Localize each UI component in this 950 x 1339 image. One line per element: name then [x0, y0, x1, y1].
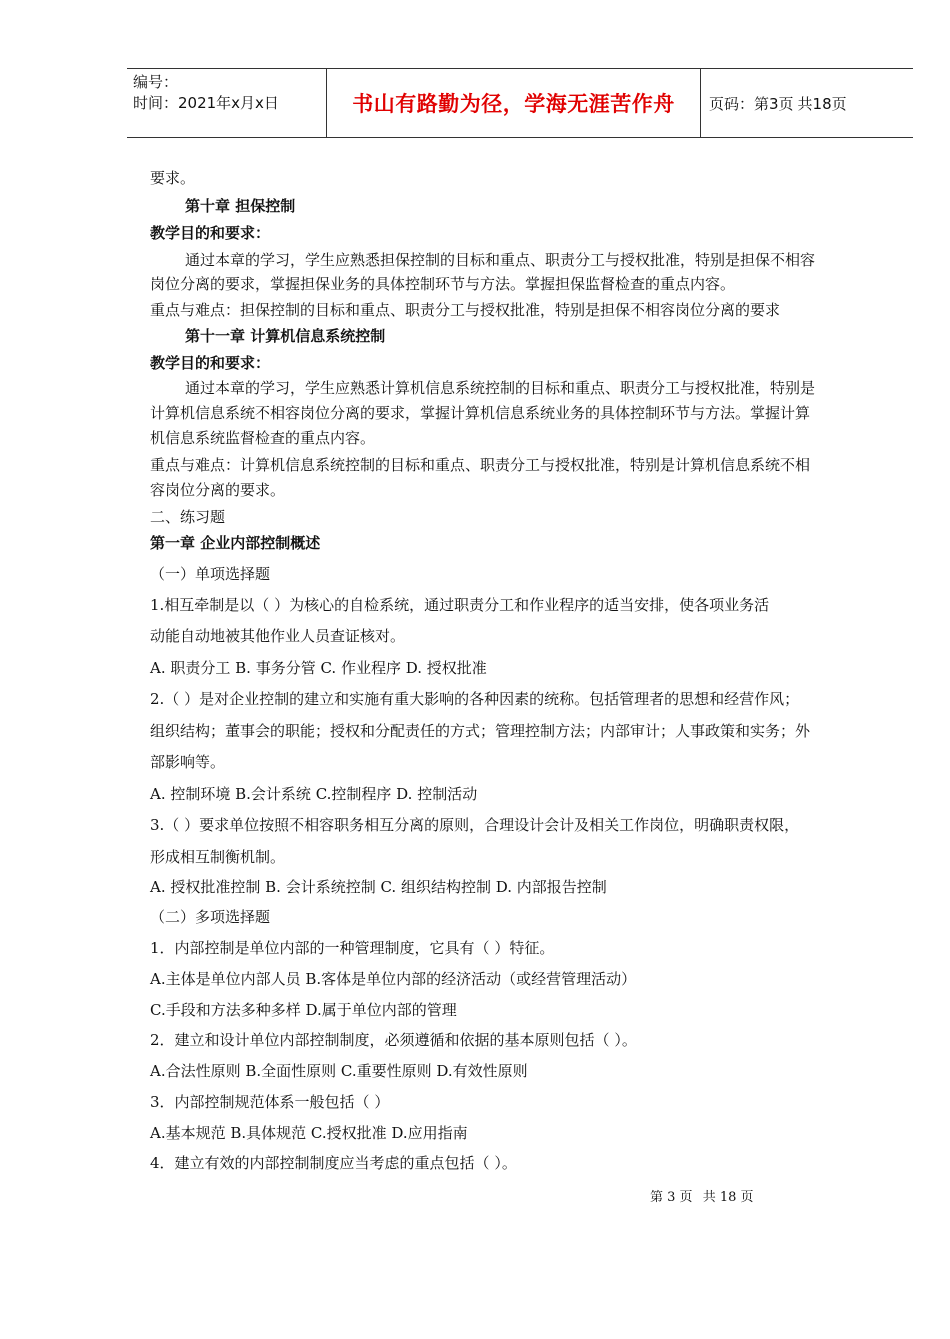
question-options: A.基本规范 B.具体规范 C.授权批准 D.应用指南 — [150, 1124, 468, 1142]
text-line: 计算机信息系统不相容岗位分离的要求，掌握计算机信息系统业务的具体控制环节与方法。掌握计算 — [150, 404, 811, 422]
footer-page: 第 3 页 — [650, 1190, 693, 1205]
header-motto: 书山有路勤为径，学海无涯苦作舟 — [327, 69, 701, 137]
question-options: A. 职责分工 B. 事务分管 C. 作业程序 D. 授权批准 — [150, 659, 487, 677]
header-info-cell — [127, 69, 327, 137]
question-text: 1．内部控制是单位内部的一种管理制度，它具有（ ）特征。 — [150, 939, 555, 957]
text-line: 通过本章的学习，学生应熟悉计算机信息系统控制的目标和重点、职责分工与授权批准，特别是 — [185, 379, 816, 397]
text-line: 重点与难点：担保控制的目标和重点、职责分工与授权批准，特别是担保不相容岗位分离的要求 — [150, 301, 781, 319]
question-options: C.手段和方法多种多样 D.属于单位内部的管理 — [150, 1001, 457, 1019]
number-label: 编号： — [133, 73, 179, 91]
question-text: 3.（ ）要求单位按照不相容职务相互分离的原则，合理设计会计及相关工作岗位，明确职责权限， — [150, 816, 800, 834]
question-options: A. 授权批准控制 B. 会计系统控制 C. 组织结构控制 D. 内部报告控制 — [150, 878, 607, 896]
section-heading: 教学目的和要求： — [150, 224, 271, 242]
page-label: 页码：第3页 — [709, 94, 794, 113]
question-text: 4．建立有效的内部控制制度应当考虑的重点包括（ ）。 — [150, 1154, 517, 1172]
page-footer — [650, 1186, 760, 1205]
time-label: 时间：2021年x月x日 — [133, 94, 279, 112]
question-text: 1.相互牵制是以（ ）为核心的自检系统，通过职责分工和作业程序的适当安排，使各项业务活 — [150, 596, 770, 614]
question-text: 2.（ ）是对企业控制的建立和实施有重大影响的各种因素的统称。包括管理者的思想和经营作风； — [150, 690, 800, 708]
text-line: 通过本章的学习，学生应熟悉担保控制的目标和重点、职责分工与授权批准，特别是担保不相容 — [185, 251, 816, 269]
question-text: 形成相互制衡机制。 — [150, 848, 286, 866]
chapter-heading: 第十一章 计算机信息系统控制 — [185, 327, 386, 345]
question-type: （一）单项选择题 — [150, 565, 271, 583]
chapter-heading: 第十章 担保控制 — [185, 197, 296, 215]
question-text: 动能自动地被其他作业人员查证核对。 — [150, 627, 406, 645]
question-options: A.主体是单位内部人员 B.客体是单位内部的经济活动（或经营管理活动） — [150, 970, 637, 988]
question-type: （二）多项选择题 — [150, 908, 271, 926]
text-line: 重点与难点：计算机信息系统控制的目标和重点、职责分工与授权批准，特别是计算机信息系统不相 — [150, 456, 811, 474]
question-text: 2．建立和设计单位内部控制制度，必须遵循和依据的基本原则包括（ ）。 — [150, 1031, 637, 1049]
text-line: 岗位分离的要求，掌握担保业务的具体控制环节与方法。掌握担保监督检查的重点内容。 — [150, 275, 736, 293]
section-heading: 二、练习题 — [150, 508, 226, 526]
header-page-cell — [701, 69, 913, 137]
question-text: 3．内部控制规范体系一般包括（ ） — [150, 1093, 390, 1111]
text-line: 机信息系统监督检查的重点内容。 — [150, 429, 376, 447]
chapter-heading: 第一章 企业内部控制概述 — [150, 534, 321, 552]
question-text: 部影响等。 — [150, 753, 226, 771]
footer-total: 共 18 页 — [702, 1190, 754, 1205]
header-table — [127, 68, 913, 138]
text-line: 要求。 — [150, 169, 196, 187]
question-options: A. 控制环境 B.会计系统 C.控制程序 D. 控制活动 — [150, 785, 478, 803]
question-text: 组织结构；董事会的职能；授权和分配责任的方式；管理控制方法；内部审计；人事政策和实务；外 — [150, 722, 811, 740]
text-line: 容岗位分离的要求。 — [150, 481, 286, 499]
total-label: 共18页 — [797, 94, 847, 113]
section-heading: 教学目的和要求： — [150, 354, 271, 372]
question-options: A.合法性原则 B.全面性原则 C.重要性原则 D.有效性原则 — [150, 1062, 528, 1080]
